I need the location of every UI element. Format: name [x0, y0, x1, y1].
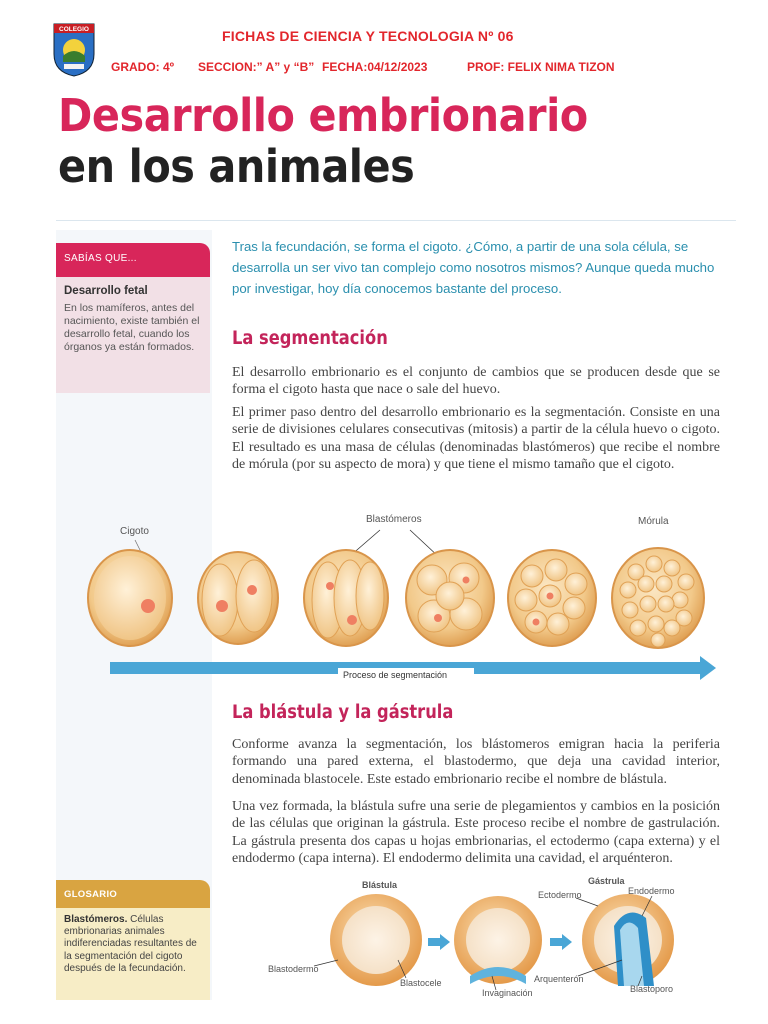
logo-text: COLEGIO	[59, 26, 89, 33]
label-arquenteron: Arquenterón	[534, 974, 584, 984]
arrow-1	[428, 934, 450, 950]
grade: GRADO: 4º	[111, 60, 175, 74]
cell-morula	[612, 548, 704, 648]
cell-4-stage	[304, 550, 388, 646]
label-cigoto: Cigoto	[120, 526, 149, 537]
teacher: PROF: FELIX NIMA TIZON	[467, 60, 615, 74]
glosario-box	[56, 908, 210, 1000]
section: SECCION:” A” y “B”	[198, 60, 315, 74]
glosario-heading: GLOSARIO	[56, 880, 210, 908]
title-line-1: Desarrollo embrionario	[58, 89, 588, 142]
title-line-2: en los animales	[58, 140, 415, 193]
divider	[56, 220, 736, 221]
heading-blastula: La blástula y la gástrula	[232, 702, 454, 723]
heading-segmentacion: La segmentación	[232, 328, 388, 349]
label-endodermo: Endodermo	[628, 886, 675, 896]
label-blastodermo: Blastodermo	[268, 964, 319, 974]
intro-text: Tras la fecundación, se forma el cigoto. ¿Cómo, a partir de una sola célula, se desarrolla un ser vivo tan complejo como nosotros mismos? Aunque queda mucho por investigar, hoy día conocemos bastante del proceso.	[232, 239, 715, 296]
school-logo	[50, 20, 98, 78]
segmentacion-p2: El primer paso dentro del desarrollo embrionario es la segmentación. Consiste en una serie de divisiones celulares consecutivas (mitosis) a partir de la célula huevo o cigoto. El resultado es una masa de células (denominadas blastómeros) que recibe el nombre de mórula (por su aspecto de mora) y que tiene el mismo tamaño que el cigoto.	[232, 405, 720, 473]
label-ectodermo: Ectodermo	[538, 890, 582, 900]
blastula-p2: Una vez formada, la blástula sufre una serie de plegamientos y cambios en la posición de las células que originan la gástrula. Este proceso recibe el nombre de gastrulación. La gástrula presenta dos capas u hojas embrionarias, el ectodermo (capa externa) y el endodermo (capa interna). El endodermo delimita una cavidad, el arquénteron.	[232, 799, 720, 867]
blastula-p1: Conforme avanza la segmentación, los blástomeros emigran hacia la periferia formando una pared externa, el blastodermo, que deja una cavidad interior, denominada blastocele. Este estado embrionario recibe el nombre de blástula.	[232, 737, 720, 787]
segmentacion-p1: El desarrollo embrionario es el conjunto de cambios que se producen desde que se forma el cigoto hasta que nace o sale del huevo.	[232, 365, 720, 398]
arrow-2	[550, 934, 572, 950]
glosario-definition: Células embrionarias animales indiferenciadas resultantes de la segmentación del cigoto después de la fecundación.	[64, 914, 197, 974]
label-gastrula: Gástrula	[588, 876, 625, 886]
gastrulation-figure	[258, 880, 718, 1000]
cell-8-stage	[406, 550, 494, 646]
label-blastoporo: Blastoporo	[630, 984, 674, 994]
segmentation-figure	[80, 520, 720, 690]
label-morula: Mórula	[638, 516, 669, 527]
date: FECHA:04/12/2023	[322, 60, 428, 74]
sabias-heading: SABÍAS QUE...	[56, 243, 210, 277]
arrow-label: Proceso de segmentación	[343, 670, 448, 680]
cell-2-stage	[198, 552, 278, 644]
cell-cigoto	[88, 550, 172, 646]
label-blastomeros: Blastómeros	[366, 514, 422, 525]
page-title	[58, 89, 634, 193]
process-arrow-head	[700, 656, 716, 680]
worksheet-title: FICHAS DE CIENCIA Y TECNOLOGIA Nº 06	[222, 28, 514, 44]
cell-16-stage	[508, 550, 596, 646]
label-invaginacion: Invaginación	[482, 988, 533, 998]
early-gastrula-drawing	[454, 896, 542, 984]
label-blastocele: Blastocele	[400, 978, 442, 988]
glosario-term: Blastómeros.	[64, 914, 128, 925]
sabias-subtitle: Desarrollo fetal	[64, 285, 148, 297]
sabias-text: En los mamíferos, antes del nacimiento, existe también el desarrollo fetal, cuando los órganos ya están formados.	[64, 302, 200, 353]
sabias-box	[56, 277, 210, 393]
label-blastula: Blástula	[362, 880, 398, 890]
blastula-drawing	[330, 894, 422, 986]
gastrula-drawing	[582, 894, 674, 986]
